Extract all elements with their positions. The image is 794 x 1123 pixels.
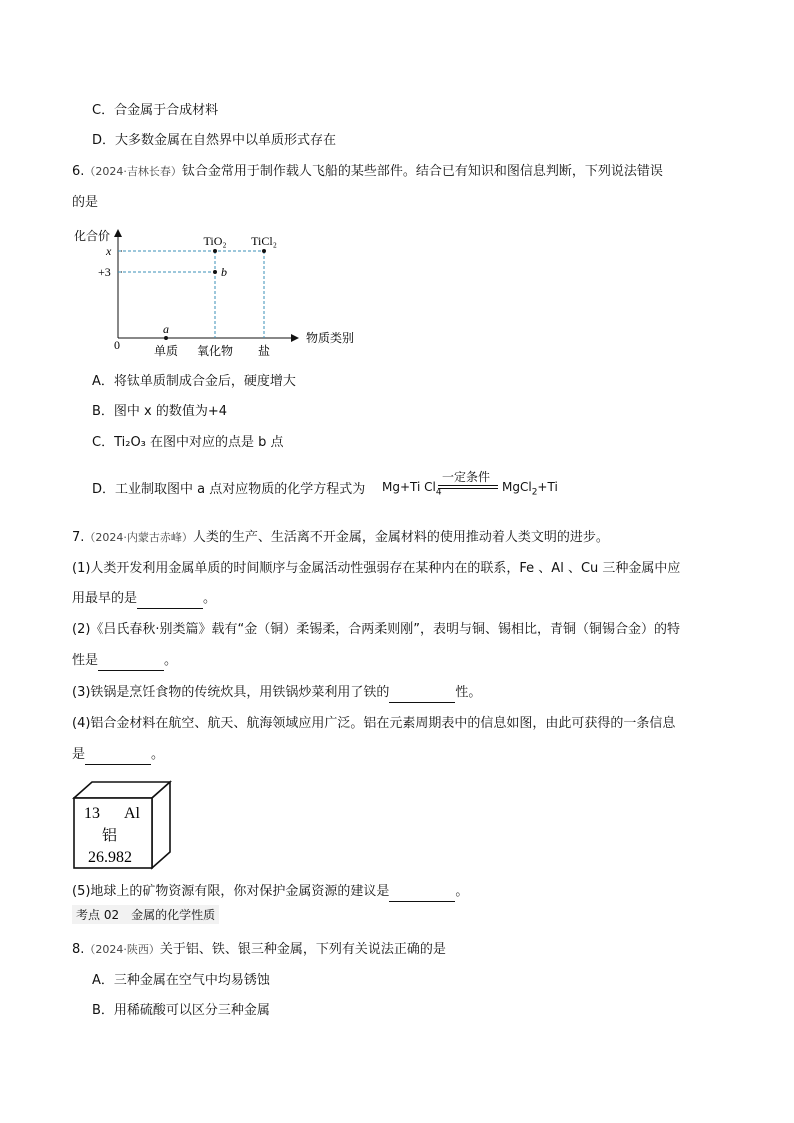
q7-source: （2024·内蒙古赤峰） <box>84 531 193 544</box>
q7-part4: (4)铝合金材料在航空、航天、航海领域应用广泛。铝在元素周期表中的信息如图，由此可获得的一条信息 <box>72 716 676 731</box>
q6-option-a: A．将钛单质制成合金后，硬度增大 <box>92 374 296 389</box>
q8-option-b: B．用稀硫酸可以区分三种金属 <box>92 1003 270 1018</box>
q6-source: （2024·吉林长春） <box>84 165 182 178</box>
q7-part2-cont: 性是 。 <box>72 651 177 671</box>
data-point-label: TiO₂ <box>203 234 227 248</box>
element-cell-aluminum <box>72 778 172 870</box>
q6-stem-cont: 的是 <box>72 195 99 210</box>
data-point <box>262 249 266 253</box>
element-name: 铝 <box>102 826 118 844</box>
y-axis-title: 化合价 <box>74 229 111 243</box>
q5-option-c: C．合金属于合成材料 <box>92 103 219 118</box>
data-point-label: a <box>163 322 169 336</box>
q6-stem-text: 钛合金常用于制作载人飞船的某些部件。结合已有知识和图信息判断，下列说法错误 <box>181 164 663 179</box>
q7-part2: (2)《吕氏春秋·别类篇》载有“金（铜）柔锡柔，合两柔则刚”，表明与铜、锡相比，青铜（铜锡合金）的特 <box>72 622 681 637</box>
y-tick-label: x <box>106 244 112 258</box>
q6-option-b: B．图中 x 的数值为+4 <box>92 404 228 419</box>
answer-blank[interactable] <box>137 594 203 609</box>
q7-part1-cont: 用最早的是 。 <box>72 589 216 609</box>
reaction-equals-line <box>438 485 498 486</box>
q8-source: （2024·陕西） <box>84 943 160 956</box>
q6-stem <box>72 162 663 182</box>
q7-stem <box>72 528 609 548</box>
reaction-equals-line-2 <box>438 488 498 489</box>
valence-chart <box>70 218 370 360</box>
reaction-condition: 一定条件 <box>442 470 491 484</box>
equation-products: MgCl$_2$+Ti <box>502 480 558 498</box>
x-category-label: 盐 <box>257 344 271 358</box>
q8-number: 8. <box>72 942 85 957</box>
equation-reactants: Mg+Ti $Cl_4$ <box>382 480 442 498</box>
q7-stem-text: 人类的生产、生活离不开金属，金属材料的使用推动着人类文明的进步。 <box>192 530 609 545</box>
y-tick-label: +3 <box>98 265 111 279</box>
q6-option-d <box>92 470 620 502</box>
element-symbol: Al <box>124 805 140 822</box>
answer-blank[interactable] <box>389 887 455 902</box>
data-point-label: b <box>221 265 227 279</box>
q8-option-a: A．三种金属在空气中均易锈蚀 <box>92 973 270 988</box>
atomic-mass: 26.982 <box>88 849 132 866</box>
x-axis-title: 物质类别 <box>306 331 355 345</box>
q7-part3: (3)铁锅是烹饪食物的传统炊具，用铁锅炒菜利用了铁的 性。 <box>72 683 481 703</box>
data-point <box>164 336 168 340</box>
answer-blank[interactable] <box>85 750 151 765</box>
answer-blank[interactable] <box>98 656 164 671</box>
q7-part5: (5)地球上的矿物资源有限，你对保护金属资源的建议是 。 <box>72 882 468 902</box>
q7-part1: (1)人类开发利用金属单质的时间顺序与金属活动性强弱存在某种内在的联系，Fe 、Al 、Cu 三种金属中应 <box>72 561 681 576</box>
section-heading: 考点 02 金属的化学性质 <box>72 905 219 924</box>
atomic-number: 13 <box>84 805 100 822</box>
q7-part4-cont: 是 。 <box>72 745 164 765</box>
data-point <box>213 249 217 253</box>
q8-stem <box>72 940 446 960</box>
q6-number: 6. <box>72 164 85 179</box>
q7-number: 7. <box>72 530 85 545</box>
q6-option-c: C．Ti₂O₃ 在图中对应的点是 b 点 <box>92 435 284 450</box>
x-category-label: 单质 <box>153 344 179 358</box>
q8-stem-text: 关于铝、铁、银三种金属，下列有关说法正确的是 <box>159 942 446 957</box>
answer-blank[interactable] <box>389 688 455 703</box>
q6-option-d-prefix: D．工业制取图中 a 点对应物质的化学方程式为 <box>92 482 366 497</box>
q5-option-d: D．大多数金属在自然界中以单质形式存在 <box>92 133 337 148</box>
data-point-label: TiCl₂ <box>251 234 277 248</box>
origin-label: 0 <box>114 338 120 352</box>
data-point <box>213 270 217 274</box>
x-category-label: 氧化物 <box>196 344 234 358</box>
